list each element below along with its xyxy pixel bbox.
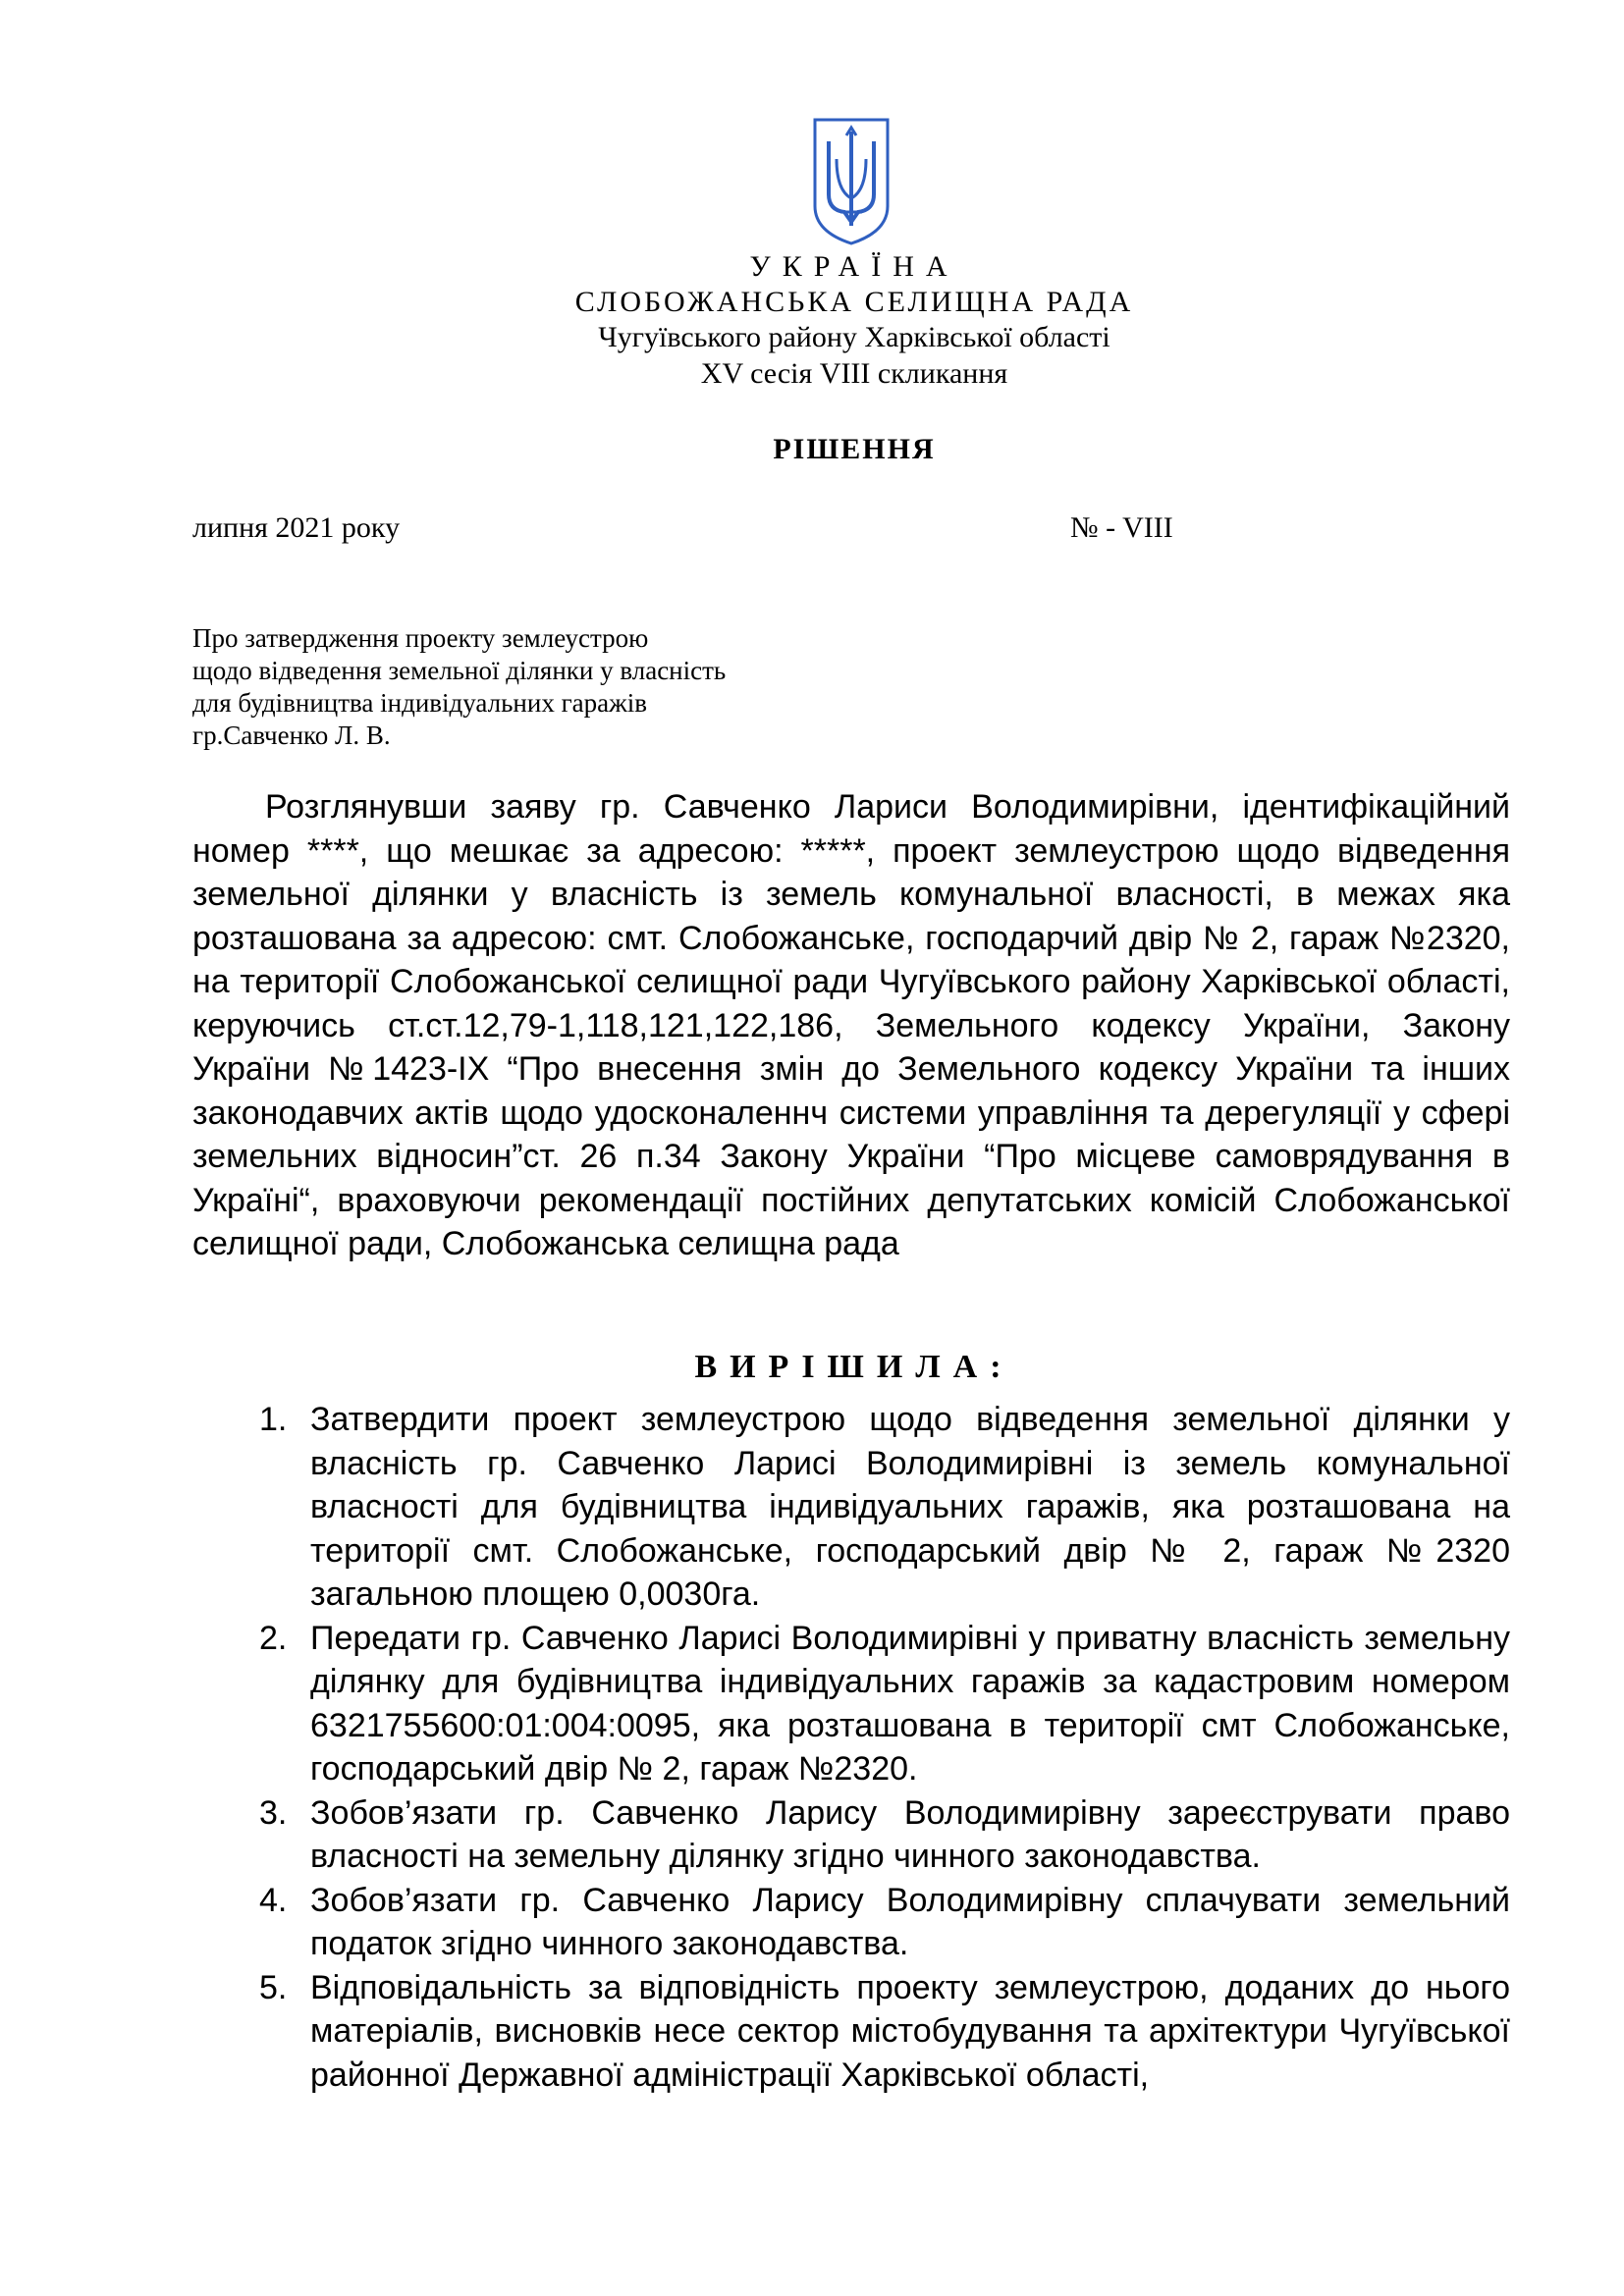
decision-number: № - VIII [1070,511,1173,544]
item-text: Відповідальність за відповідність проекту землеустрою, доданих до нього матеріалів, висновків несе сектор містобудування та архітектури Чугуївської районної Державної адміністрації Харківської області, [310,1968,1510,2094]
decision-items [192,1398,1510,2097]
item-number: 4. [259,1881,288,1919]
preamble-text: Розглянувши заяву гр. Савченко Лариси Володимирівни, ідентифікаційний номер ****, що мешкає за адресою: *****, проект землеустрою щодо відведення земельної ділянки у власність із земель комунальної власності, в межах яка розташована за адресою: смт. Слобожанське, господарчий двір № 2, гараж №2320, на території Слобожанської селищної ради Чугуївського району Харківської області, керуючись ст.ст.12,79-1,118,121,122,186, Земельного кодексу України, Закону України №1423-IX “Про внесення змін до Земельного кодексу України та інших законодавчих актів щодо удосконаленнч системи управління та дерегуляції у сфері земельних відносин”ст. 26 п.34 Закону України “Про місцеве самоврядування в Україні“, враховуючи рекомендації постійних депутатських комісій Слобожанської селищної ради, Слобожанська селищна рада [192,788,1510,1262]
item-text: Передати гр. Савченко Ларисі Володимирівні у приватну власність земельну ділянку для будівництва індивідуальних гаражів за кадастровим номером 6321755600:01:004:0095, яка розташована в території смт Слобожанське, господарський двір № 2, гараж №2320. [310,1619,1510,1788]
list-item [192,1398,1510,1617]
subject-line: Про затвердження проекту землеустрою [192,623,649,653]
item-text: Зобов’язати гр. Савченко Ларису Володимирівну сплачувати земельний податок згідно чинного законодавства. [310,1881,1510,1962]
list-item [192,1617,1510,1791]
subject-line: гр.Савченко Л. В. [192,721,391,750]
preamble [192,785,1510,1266]
item-number: 1. [259,1401,288,1438]
district-name: Чугуївського району Харківської області [598,321,1110,353]
council-name: СЛОБОЖАНСЬКА СЕЛИЩНА РАДА [574,286,1134,318]
subject-line: для будівництва індивідуальних гаражів [192,688,648,718]
decision-subject [192,622,1076,752]
country-name: УКРАЇНА [749,250,959,283]
resolved-heading: ВИРІШИЛА: [694,1349,1014,1385]
decision-date: липня 2021 року [192,511,401,544]
subject-line: щодо відведення земельної ділянки у власність [192,656,727,685]
list-item [192,1879,1510,1966]
list-item [192,1966,1510,2098]
document-type: РІШЕННЯ [773,433,936,465]
item-text: Затвердити проект землеустрою щодо відведення земельної ділянки у власність гр. Савченко Ларисі Володимирівні із земель комунальної власності для будівництва індивідуальних гаражів, яка розташована на території смт. Слобожанське, господарський двір № 2, гараж №2320 загальною площею 0,0030га. [310,1401,1510,1613]
coat-of-arms-icon [811,116,892,247]
item-number: 3. [259,1793,288,1832]
item-number: 2. [259,1619,288,1657]
item-number: 5. [259,1968,288,2006]
session-info: XV сесія VIII скликання [700,357,1008,390]
item-text: Зобов’язати гр. Савченко Ларису Володимирівну зареєструвати право власності на земельну ділянку згідно чинного законодавства. [310,1793,1510,1875]
list-item [192,1791,1510,1879]
